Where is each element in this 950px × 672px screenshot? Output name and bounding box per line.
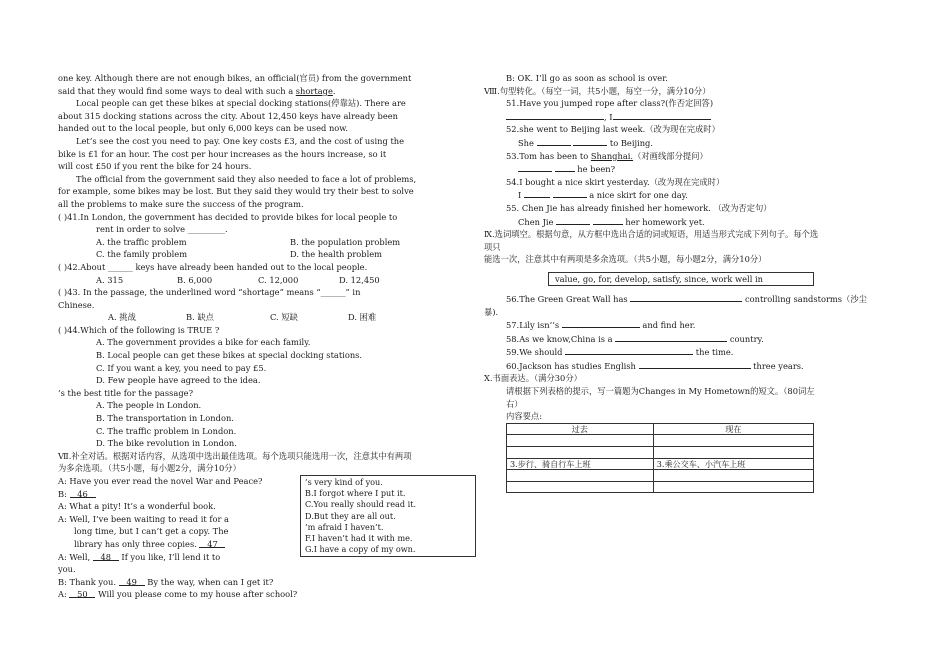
dialogue-line: A: Well, I’ve been waiting to read it for a [58,513,229,524]
word-box: value, go, for, develop, satisfy, since, work well in [548,272,814,286]
dialogue-line: B: Thank you. 49 By the way, when can I get it? [58,576,274,587]
section-heading: Ⅹ.书面表达。（满分30分） [484,373,582,384]
answer-line: She to Beijing. [518,137,654,148]
section-heading: 能选一次，注意其中有两项是多余选项。（共5小题，每小题2分，满分10分） [484,254,767,265]
passage-line: Let’s see the cost you need to pay. One key costs £3, and the cost of using the [76,135,405,146]
question-60: 60.Jackson has studies English three years. [506,360,804,371]
answer-line: I a nice skirt for one day. [518,190,688,201]
question-55: 55. Chen Jie has already finished her homework. （改为否定句） [506,202,772,213]
option[interactable]: D. the health problem [290,249,383,260]
dialogue-line: long time, but I can’t get a copy. The [74,526,229,537]
question-59: 59.We should the time. [506,347,734,358]
passage-line: said that they would find some ways to deal with such a shortage. [58,85,336,96]
dialogue-option: D.But they are all out. [305,510,396,521]
question-stem: ( )41.In London, the government has decided to provide bikes for local people to [58,211,398,222]
dialogue-options-box [300,475,476,557]
writing-prompt: 请根据下列表格的提示，写一篇题为Changes in My Hometown的短文。（80词左右） [506,386,815,409]
section-9 [484,228,867,372]
blank-input[interactable] [524,188,550,198]
answer-line: , I [506,110,824,124]
table-cell[interactable] [507,481,654,493]
blank-input[interactable] [615,332,727,342]
blank-input[interactable] [613,110,711,120]
option[interactable]: A. 315 [96,274,124,285]
answer-line: Chen Jie her homework yet. [518,216,705,227]
blank-input[interactable] [553,188,587,198]
dialogue-option: C.You really should read it. [305,499,417,510]
section-10 [484,372,824,493]
passage-line: one key. Although there are not enough bikes, an official(官员) from the government [58,73,412,83]
blank-input[interactable] [593,215,623,225]
dialogue-option: F.I haven’t had it with me. [305,533,413,544]
option[interactable]: D. Few people have agreed to the idea. [96,375,261,386]
passage-line: bike is £1 for an hour. The cost per hour increases as the hours increase, so it [58,148,387,159]
question-56: 56.The Green Great Wall has controlling sandstorms（沙尘 [506,293,867,304]
option[interactable]: D. The bike revolution in London. [96,438,237,449]
blank-input[interactable] [639,359,751,369]
dialogue-line: B: 46 [58,488,294,501]
option[interactable]: B. Local people can get these bikes at special docking stations. [96,350,363,361]
passage-line: for example, some bikes may be lost. But they said they would try their best to solve [58,186,414,197]
dialogue-line: library has only three copies. 47 [58,538,294,551]
question-stem: ( )43. In the passage, the underlined word “shortage” means “______” in [58,287,361,298]
blank-47[interactable]: 47 [199,538,225,548]
option[interactable]: A. the traffic problem [96,236,187,247]
blank-input[interactable] [573,136,607,146]
question-stem: ( )42.About ______ keys have already been handed out to the local people. [58,261,368,272]
dialogue-option: G.I have a copy of my own. [305,544,416,555]
blank-49[interactable]: 49 [119,576,145,586]
table-cell[interactable] [507,435,654,447]
table-cell[interactable] [507,447,654,459]
table-cell[interactable] [653,481,813,493]
table-header-now: 现在 [653,423,813,435]
dialogue-line: B: OK. I’ll go as soon as school is over. [506,73,668,83]
option[interactable]: C. If you want a key, you need to pay £5. [96,362,267,373]
underlined-shortage: shortage [295,85,333,96]
reading-passage [58,72,468,211]
dialogue-option: ’s very kind of you. [305,477,383,487]
right-column [484,72,867,493]
dialogue [58,475,468,601]
content-points: 内容要点: [506,411,542,422]
option[interactable]: D. 困难 [348,312,377,323]
table-cell[interactable] [653,447,813,459]
section-heading: 为多余选项。（共5小题，每小题2分，满分10分） [58,463,241,474]
blank-50[interactable]: 50 [69,588,95,598]
question-41 [58,211,468,261]
blank-48[interactable]: 48 [93,551,119,561]
question-stem: ( )44.Which of the following is TRUE ? [58,324,220,335]
dialogue-line: A: What a pity! It’s a wonderful book. [58,501,216,512]
question-stem: Chinese. [58,299,95,310]
dialogue-line: A: Well, 48 If you like, I’ll lend it to [58,551,221,562]
question-51: 51.Have you jumped rope after class?(作否定回答) [506,98,714,109]
option[interactable]: B. 6,000 [177,274,213,285]
section-heading: Ⅷ.句型转化。（每空一词，共5小题，每空一分，满分10分） [484,85,711,96]
option[interactable]: B. The transportation in London. [96,413,234,424]
dialogue-line: you. [58,564,76,575]
option[interactable]: C. the family problem [96,249,188,260]
table-cell[interactable] [653,435,813,447]
blank-input[interactable] [518,162,552,172]
passage-line: will cost £50 if you rent the bike for 24 hours. [58,161,252,172]
passage-line: about 315 docking stations across the city. About 12,450 keys have already been [58,110,399,121]
question-stem: ’s the best title for the passage? [58,387,194,398]
answer-line: he been? [518,162,824,176]
question-stem: rent in order to solve _________. [96,224,228,235]
question-52: 52.she went to Beijing last week.（改为现在完成时） [506,124,720,135]
question-58: 58.As we know,China is a country. [506,333,764,344]
section-heading: Ⅸ.选词填空。根据句意，从方框中选出合适的词或短语，用适当形式完成下列句子。每个选项只 [484,229,819,252]
table-header-past: 过去 [507,423,654,435]
blank-input[interactable] [630,292,742,302]
question-57: 57.Lily isn’’s and find her. [506,320,696,331]
dialogue-option: B.I forgot where I put it. [305,488,406,499]
passage-line: The official from the government said they also needed to face a lot of problems, [76,173,417,184]
section-7 [58,450,468,601]
table-cell: 3.步行、骑自行车上班 [507,458,654,470]
option[interactable]: B. the population problem [290,236,401,247]
blank-46[interactable]: 46 [70,488,96,498]
blank-input[interactable] [556,215,590,225]
question-56-cont: 暴). [484,306,499,317]
option[interactable]: A. The people in London. [96,400,202,411]
dialogue-line: A: 50 Will you please come to my house after school? [58,589,298,600]
section-8 [484,85,824,229]
question-54: 54.I bought a nice skirt yesterday.（改为现在完成时） [506,176,725,187]
option[interactable]: A. The government provides a bike for each family. [96,337,311,348]
option[interactable]: C. 短缺 [270,312,298,323]
changes-table [506,423,814,494]
blank-input[interactable] [555,162,575,172]
table-cell[interactable] [507,470,654,482]
question-45 [58,387,468,450]
left-column [58,72,468,601]
section-heading: Ⅶ.补全对话。根据对话内容，从选项中选出最佳选项。每个选项只能选用一次，注意其中有两项 [58,450,412,461]
table-cell[interactable] [653,470,813,482]
blank-input[interactable] [506,110,604,120]
option[interactable]: D. 12,450 [339,274,380,285]
question-53: 53.Tom has been to Shanghai.（对画线部分提问） [506,150,708,161]
question-43 [58,286,468,324]
option[interactable]: C. 12,000 [258,274,299,285]
passage-line: all the problems to make sure the success of the program. [58,198,304,209]
passage-line: handed out to the local people, but only 6,000 keys can be used now. [58,123,349,134]
blank-input[interactable] [562,318,640,328]
question-44 [58,324,468,387]
question-42 [58,261,468,286]
option[interactable]: B. 缺点 [186,312,214,323]
blank-input[interactable] [537,136,571,146]
option[interactable]: A. 挑战 [108,312,136,323]
passage-line: Local people can get these bikes at special docking stations(停靠站). There are [76,98,406,109]
blank-input[interactable] [565,345,693,355]
dialogue-line: A: Have you ever read the novel War and Peace? [58,476,263,486]
table-cell: 3.乘公交车、小汽车上班 [653,458,813,470]
option[interactable]: C. The traffic problem in London. [96,425,237,436]
dialogue-option: ’m afraid I haven’t. [305,521,384,532]
